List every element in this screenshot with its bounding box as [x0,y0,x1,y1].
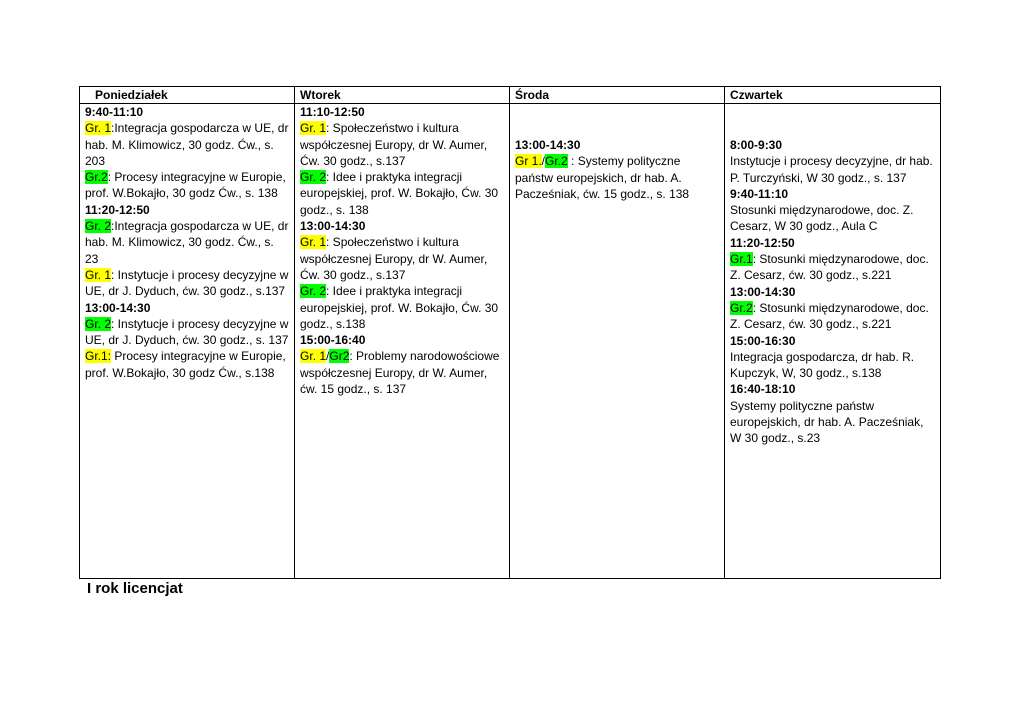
wednesday-cell [510,104,725,579]
class-text: : Stosunki międzynarodowe, doc. Z. Cesarz, ćw. 30 godz., s.221 [730,252,929,283]
time-slot: 11:10-12:50 [300,105,365,119]
class-entry [300,234,504,283]
header-row [80,87,941,104]
page-caption: I rok licencjat [87,580,183,597]
time-slot: 13:00-14:30 [85,300,151,315]
thursday-cell [725,104,941,579]
group-label: Gr.2 [85,170,108,185]
class-text: : Procesy integracyjne w Europie, prof. W.Bokajło, 30 godz Ćw., s. 138 [85,170,286,201]
class-entry [730,300,935,333]
class-entry [85,218,289,267]
group-label: Gr. 2 [300,284,327,299]
class-entry: Systemy polityczne państw europejskich, dr hab. A. Pacześniak, W 30 godz., s.23 [730,398,924,446]
time-slot: 8:00-9:30 [730,138,783,152]
tuesday-cell [295,104,510,579]
time-slot: 16:40-18:10 [730,382,796,397]
class-text: :Integracja gospodarcza w UE, dr hab. M. Klimowicz, 30 godz. Ćw., s. 203 [85,121,289,168]
class-entry [85,348,289,381]
class-entry [300,120,504,169]
class-entry: Instytucje i procesy decyzyjne, dr hab. P. Turczyński, W 30 godz., s. 137 [730,154,933,185]
group-label: Gr.2 [545,154,568,169]
time-slot: 11:20-12:50 [730,235,795,250]
time-slot: 13:00-14:30 [300,219,366,234]
class-text: : Stosunki międzynarodowe, doc. Z. Cesarz, ćw. 30 godz., s.221 [730,300,929,332]
time-slot: 15:00-16:30 [730,333,796,348]
group-separator: / [541,154,546,169]
class-text: : Problemy narodowościowe współczesnej Europy, dr W. Aumer, ćw. 15 godz., s. 137 [300,349,500,397]
class-entry: Stosunki międzynarodowe, doc. Z. Cesarz, W 30 godz., Aula C [730,203,914,234]
group-label: Gr 1. [515,154,542,169]
cell-spacer [515,104,719,137]
group-label: Gr. 1 [300,235,327,250]
class-text: :Integracja gospodarcza w UE, dr hab. M. Klimowicz, 30 godz. Ćw., s. 23 [85,219,289,266]
group-separator: / [326,349,330,364]
group-label: Gr2 [329,349,350,364]
class-entry [85,169,289,202]
day-header-thursday: Czwartek [725,87,941,104]
class-entry [300,283,504,332]
group-label: Gr. 1 [300,349,327,364]
day-header-monday: Poniedziałek [80,87,295,104]
class-text: Procesy integracyjne w Europie, prof. W.Bokajło, 30 godz Ćw., s.138 [85,349,286,380]
class-text: : Systemy polityczne państw europejskich, dr hab. A. Pacześniak, ćw. 15 godz., s. 138 [515,154,690,201]
class-text: : Idee i praktyka integracji europejskiej, prof. W. Bokajło, Ćw. 30 godz., s.138 [300,284,499,331]
class-text: : Społeczeństwo i kultura współczesnej Europy, dr W. Aumer, Ćw. 30 godz., s.137 [300,235,488,282]
class-entry [300,169,504,218]
group-label: Gr. 1 [85,121,112,136]
time-slot: 13:00-14:30 [515,138,581,152]
class-entry [300,348,504,397]
class-entry [85,120,289,169]
monday-cell [80,104,295,579]
time-slot: 13:00-14:30 [730,284,796,299]
class-text: : Idee i praktyka integracji europejskiej, prof. W. Bokajło, Ćw. 30 godz., s. 138 [300,170,499,217]
class-text: : Instytucje i procesy decyzyjne w UE, dr J. Dyduch, ćw. 30 godz., s.137 [85,267,289,299]
class-entry: Integracja gospodarcza, dr hab. R. Kupczyk, W, 30 godz., s.138 [730,349,915,381]
day-header-tuesday: Wtorek [295,87,510,104]
group-label: Gr.2 [730,300,753,315]
day-header-wednesday: Środa [510,87,725,104]
class-entry [85,267,289,300]
group-label: Gr.1: [85,349,112,364]
cell-spacer [730,104,935,137]
class-entry [85,316,289,349]
time-slot: 11:20-12:50 [85,202,150,217]
group-label: Gr.1 [730,252,753,267]
schedule-table [79,86,941,579]
class-text: : Społeczeństwo i kultura współczesnej Europy, dr W. Aumer, Ćw. 30 godz., s.137 [300,121,488,168]
class-entry [730,251,935,284]
time-slot: 9:40-11:10 [730,186,789,201]
time-slot: 15:00-16:40 [300,333,366,348]
schedule-row [80,104,941,579]
group-label: Gr. 1 [300,121,327,136]
class-text: : Instytucje i procesy decyzyjne w UE, dr J. Dyduch, ćw. 30 godz., s. 137 [85,316,289,348]
group-label: Gr. 2 [85,219,112,234]
group-label: Gr. 2 [85,316,112,331]
group-label: Gr. 1 [85,267,112,282]
group-label: Gr. 2 [300,170,327,185]
class-entry [515,153,719,202]
time-slot: 9:40-11:10 [85,105,144,119]
